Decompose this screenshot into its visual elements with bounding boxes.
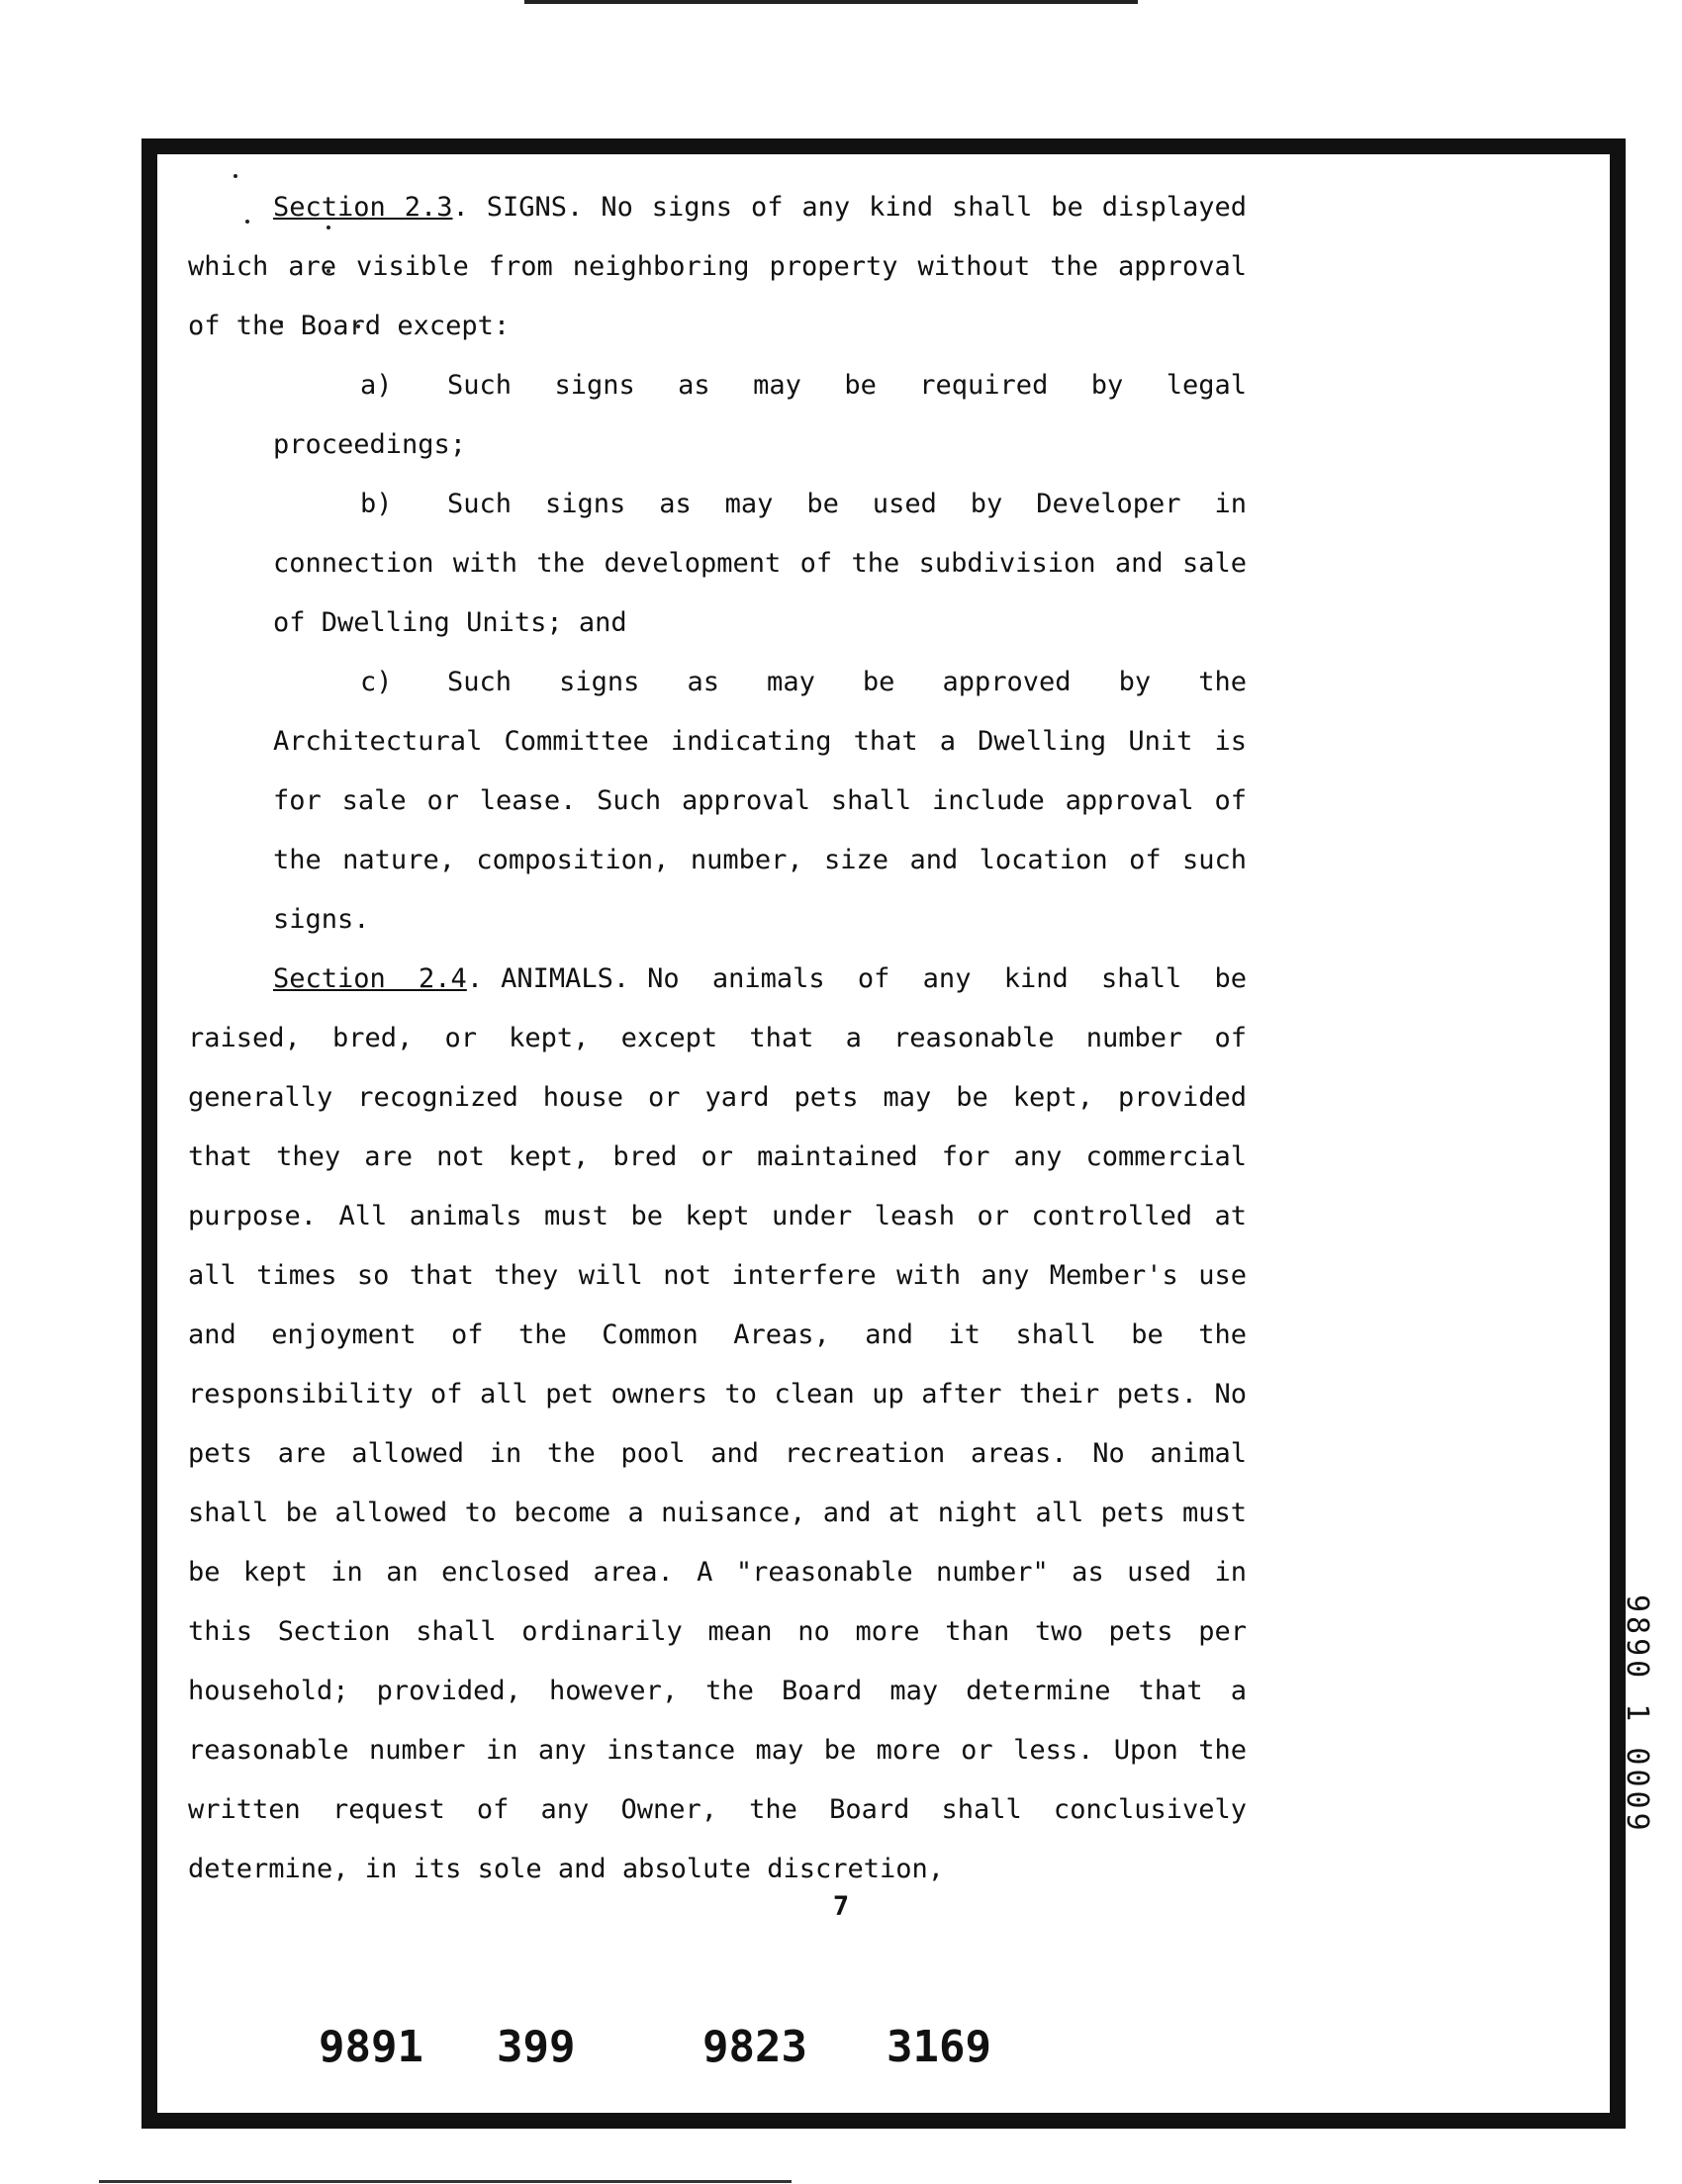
recording-stamp-row [0,2022,1682,2081]
list-marker: c) [360,667,393,697]
list-item-text: Such signs as may be used by Developer in connection with the development of the subdivision and sale of Dwelling Units; and [273,489,1247,638]
section-2-4-heading: ANIMALS. [501,963,630,994]
recording-stamp: 9891 [319,2022,423,2072]
bottom-edge-rule [99,2180,792,2183]
side-bates-number [1620,1594,1662,1835]
recording-stamp: 9823 [702,2022,807,2072]
document-body [188,178,1247,1899]
list-marker: b) [360,489,393,519]
list-item [273,356,1247,475]
list-marker: a) [360,370,393,401]
side-bates-number-text: 9890 1 0009 [1620,1594,1654,1835]
page-number: 7 [832,1891,850,1922]
section-2-3-number: Section 2.3 [273,192,453,223]
section-2-3-paragraph: Section 2.3. SIGNS. No signs of any kind shall be displayed which are visible from neighboring property without the approval of the Board except: [188,192,1248,341]
section-2-4-body: No animals of any kind shall be raised, bred, or kept, except that a reasonable number of generally recognized house or yard pets may be kept, provided that they are not kept, bred or maintained for any commercial purpose. All animals must be kept under leash or controlled at all times so that they will not interfere with any Member's use and enjoyment of the Common Areas, and it shall be the responsibility of all pet owners to clean up after their pets. No pets are allowed in the pool and recreation areas. No animal shall be allowed to become a nuisance, and at night all pets must be kept in an enclosed area. A "reasonable number" as used in this Section shall ordinarily mean no more than two pets per household; provided, however, the Board may determine that a reasonable number in any instance may be more or less. Upon the written request of any Owner, the Board shall conclusively determine, in its sole and absolute discretion, [188,963,1248,1884]
list-item-text: Such signs as may be approved by the Architectural Committee indicating that a Dwelling Unit is for sale or lease. Such approval shall include approval of the nature, composition, number, size and location of such signs. [273,667,1247,935]
section-2-4-number: Section 2.4 [273,963,467,994]
list-item-text: Such signs as may be required by legal proceedings; [273,370,1247,460]
top-edge-rule [524,0,1138,4]
list-item [273,475,1247,653]
list-item [273,653,1247,950]
recording-stamp: 399 [497,2022,576,2072]
section-2-3-intro: No signs of any kind shall be displayed which are visible from neighboring property without the approval of the Board except: [188,192,1248,341]
recording-stamp: 3169 [887,2022,991,2072]
section-2-4-paragraph: Section 2.4. ANIMALS. No animals of any kind shall be raised, bred, or kept, except that a reasonable number of generally recognized house or yard pets may be kept, provided that they are not kept, bred or maintained for any commercial purpose. All animals must be kept under leash or controlled at all times so that they will not interfere with any Member's use and enjoyment of the Common Areas, and it shall be the responsibility of all pet owners to clean up after their pets. No pets are allowed in the pool and recreation areas. No animal shall be allowed to become a nuisance, and at night all pets must be kept in an enclosed area. A "reasonable number" as used in this Section shall ordinarily mean no more than two pets per household; provided, however, the Board may determine that a reasonable number in any instance may be more or less. Upon the written request of any Owner, the Board shall conclusively determine, in its sole and absolute discretion, [188,963,1248,1884]
section-2-3-heading: SIGNS. [486,192,584,223]
